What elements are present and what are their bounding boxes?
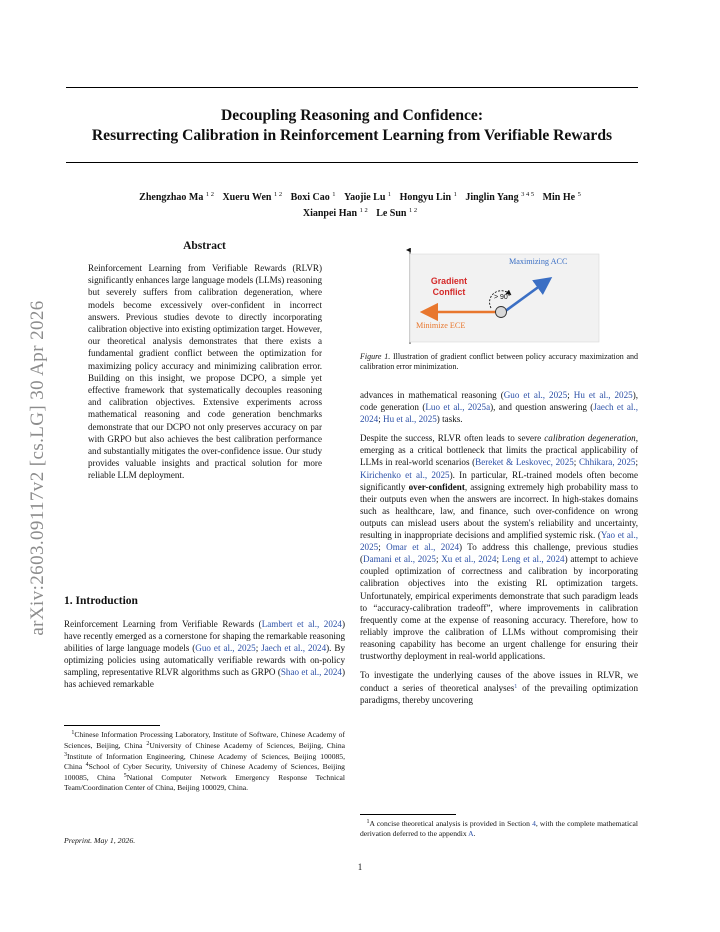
affiliation-text: School of Cyber Security, University of Chinese Academy of Sciences, Beijing 100085, China (64, 762, 345, 783)
intro-text: ) have recently emerged as a cornerstone for shaping the remarkable reasoning abilities of large language models ( (64, 619, 346, 654)
author-name: Min He $^5$ (542, 191, 581, 203)
footnote-marker: 1 (71, 730, 75, 736)
title-line-2: Resurrecting Calibration in Reinforcement Learning from Verifiable Rewards (91, 127, 613, 144)
footnote-marker: 3 (64, 751, 67, 758)
origin-point (496, 307, 507, 318)
footnote-marker: 5 (123, 773, 127, 780)
body-text: advances in mathematical reasoning ( (360, 390, 504, 400)
gradient-label: Gradient (430, 276, 468, 286)
author-affiliation-marker: 1 2 (205, 191, 214, 198)
body-text: ) tasks. (436, 414, 463, 425)
body-text: ; (496, 554, 502, 565)
title-bottom-rule (66, 162, 638, 163)
section-ref-link[interactable]: 4 (532, 819, 536, 828)
affiliation-text: Institute of Information Engineering, Chinese Academy of Sciences, Beijing 100085, China (64, 751, 345, 772)
bold-text: over-confident (408, 481, 465, 492)
citation-link[interactable]: Leng et al., 2024 (501, 554, 565, 565)
paragraph (360, 669, 638, 706)
footnote-marker: 1 (366, 819, 370, 825)
footnote-rule (64, 725, 160, 726)
theory-footnote (360, 818, 638, 839)
body-text: of the prevailing optimization paradigms, thereby uncovering (360, 683, 638, 706)
citation-link[interactable]: Hu et al., 2025 (383, 414, 437, 425)
footnote-marker: 2 (146, 740, 150, 747)
intro-text: Reinforcement Learning from Verifiable Rewards ( (64, 619, 262, 629)
min-ece-label: Minimize ECE (416, 321, 466, 330)
author-name: Xueru Wen $^{1 2}$ (222, 191, 283, 203)
author-name: Zhengzhao Ma $^{1 2}$ (139, 191, 214, 203)
arxiv-sidebar (9, 262, 67, 674)
introduction-paragraph (64, 618, 345, 691)
author-name: Le Sun $^{1 2}$ (376, 207, 418, 219)
caption-text: Illustration of gradient conflict between policy accuracy maximization and calibration error minimization. (360, 352, 638, 372)
appendix-ref-link[interactable]: A (468, 828, 474, 838)
intro-text: ; (255, 643, 262, 654)
author-name: Yaojie Lu $^1$ (344, 191, 392, 203)
citation-link[interactable]: Shao et al., 2024 (280, 667, 342, 678)
body-text: ; (567, 390, 574, 400)
citation-link[interactable]: Lambert et al., 2024 (261, 619, 342, 629)
author-name: Xianpei Han $^{1 2}$ (302, 207, 368, 219)
affiliations-footnote (64, 729, 345, 793)
citation-link[interactable]: Jaech et al., 2024 (261, 643, 327, 654)
affiliation-text: National Computer Network Emergency Response Technical Team/Coordination Center of China, Beijing 100029, China. (64, 773, 345, 792)
author-affiliation-marker: 3 4 5 (521, 191, 535, 198)
arxiv-identifier: arXiv:2603.09117v2 [cs.LG] 30 Apr 2026 (27, 300, 48, 636)
author-affiliation-marker: 1 2 (273, 191, 283, 198)
conflict-label: Conflict (432, 287, 466, 297)
body-text: ). In particular, RL-trained models often become significantly (360, 469, 638, 492)
paragraph (360, 432, 638, 662)
footnote-text: A concise theoretical analysis is provided in Section (369, 819, 533, 828)
citation-link[interactable]: Omar et al., 2024 (386, 542, 459, 553)
author-name: Boxi Cao $^1$ (290, 191, 336, 203)
angle-label: > 90° (494, 294, 511, 301)
page-number: 1 (357, 862, 363, 872)
author-affiliation-marker: 1 (387, 191, 392, 198)
body-text: Despite the success, RLVR often leads to severe (360, 433, 545, 444)
author-affiliation-marker: 1 2 (408, 207, 418, 214)
preprint-note: Preprint. May 1, 2026. (64, 836, 136, 845)
body-text: ; (635, 457, 638, 468)
citation-link[interactable]: Guo et al., 2025 (503, 390, 568, 400)
abstract-text: Reinforcement Learning from Verifiable Rewards (RLVR) significantly enhances large language models (LLMs) reasoning but severely suffers from calibration degeneration, where models become excessively over-confident in incorrect answers. Previous studies devote to directly incorporating calibration objective into existing optimization target. However, our theoretical analysis demonstrates that there exists a fundamental gradient conflict between the optimization for maximizing policy accuracy and minimizing calibration error. Building on this insight, we propose DCPO, a simple yet effective framework that systematically decouples reasoning and calibration objectives. Extensive experiments across mathematical reasoning and code generation benchmarks demonstrate that our DCPO not only preserves accuracy on par with GRPO but also achieves the best calibration performance and substantially mitigates the over-confidence issue. Our study provides valuable insights and practical solution for more reliable LLM deployment. (88, 263, 322, 481)
footnote-ref-link[interactable]: 1 (514, 684, 518, 691)
body-text: ), and question answering ( (490, 402, 594, 413)
author-affiliation-marker: 1 2 (359, 207, 368, 214)
author-list (80, 188, 640, 220)
right-column-body (360, 389, 638, 713)
affiliation-text: Chinese Information Processing Laboratory, Institute of Software, Chinese Academy of Sciences, Beijing, China (64, 730, 345, 750)
author-affiliation-marker: 5 (577, 191, 581, 198)
intro-text: ) has achieved remarkable (64, 667, 345, 690)
affiliation-text: University of Chinese Academy of Sciences, Beijing, China (149, 740, 345, 750)
citation-link[interactable]: Hu et al., 2025 (573, 390, 633, 400)
body-text: ; (378, 542, 387, 553)
paragraph (360, 389, 638, 425)
footnote-marker: 4 (85, 762, 89, 769)
title-top-rule (66, 87, 638, 88)
author-name: Hongyu Lin $^1$ (399, 191, 457, 203)
author-name: Jinglin Yang $^{3 4 5}$ (465, 191, 535, 203)
body-text: ; (435, 554, 442, 565)
author-affiliation-marker: 1 (453, 191, 457, 198)
author-affiliation-marker: 1 (332, 191, 336, 198)
max-acc-label: Maximizing ACC (509, 257, 568, 266)
body-text: ; (573, 457, 579, 468)
abstract-heading: Abstract (183, 240, 226, 252)
citation-link[interactable]: Xu et al., 2024 (441, 554, 497, 565)
citation-link[interactable]: Kirichenko et al., 2025 (360, 469, 450, 480)
body-text: To investigate the underlying causes of the above issues in RLVR, we conduct a series of theoretical analyses (360, 670, 638, 694)
paper-title (40, 106, 664, 146)
citation-link[interactable]: Guo et al., 2025 (195, 643, 256, 654)
figure-caption (360, 352, 638, 373)
citation-link[interactable]: Damani et al., 2025 (363, 554, 436, 565)
title-line-1: Decoupling Reasoning and Confidence: (220, 107, 484, 124)
footnote-rule (360, 814, 456, 815)
body-text: ; (378, 414, 383, 425)
citation-link[interactable]: Luo et al., 2025a (425, 402, 491, 413)
footnote-text: , with the complete mathematical derivation deferred to the appendix (360, 819, 638, 838)
citation-link[interactable]: Jaech et al., 2024 (360, 402, 638, 425)
body-text: ) attempt to achieve coupled optimization of correctness and calibration by incorporating calibration objectives into the existing RL optimization targets. Unfortunately, empirical experiments demonstrate that such paradigm leads to “accuracy-calibration tradeoff”, where improvements in calibration frequently come at the expense of reasoning accuracy. Therefore, how to reliably improve the calibration of LLMs without compromising their reasoning capability has become an urgent challenge for ensuring their trustworthy deployment in real-world applications. (360, 554, 638, 661)
emphasis-text: calibration degeneration (544, 433, 636, 444)
citation-link[interactable]: Chhikara, 2025 (578, 457, 636, 468)
citation-link[interactable]: Bereket & Leskovec, 2025 (475, 457, 574, 468)
body-text: ), code generation ( (360, 390, 639, 413)
body-text: , emerging as a critical bottleneck that limits the practical applicability of LLMs in real-world scenarios ( (360, 433, 639, 468)
citation-link[interactable]: Yao et al., 2025 (360, 530, 638, 553)
footnote-text: . (473, 828, 476, 838)
introduction-heading: 1. Introduction (64, 595, 138, 607)
figure-gradient-conflict (397, 248, 602, 344)
caption-label: Figure 1. (360, 352, 391, 361)
intro-text: ). By optimizing policies using automatically verifiable rewards with on-policy sampling, representative RLVR algorithms such as GRPO ( (64, 643, 346, 678)
body-text: , assigning extremely high probability mass to their outputs even when the answers are incorrect. In high-stakes domains such as healthcare, law, and finance, such over-confidence on wrong outputs can mislead users about the system's reliability and uncertainty, resulting in inappropriate decisions and amplified systemic risk. ( (360, 481, 638, 541)
body-text: ) To address this challenge, previous studies ( (360, 542, 638, 565)
